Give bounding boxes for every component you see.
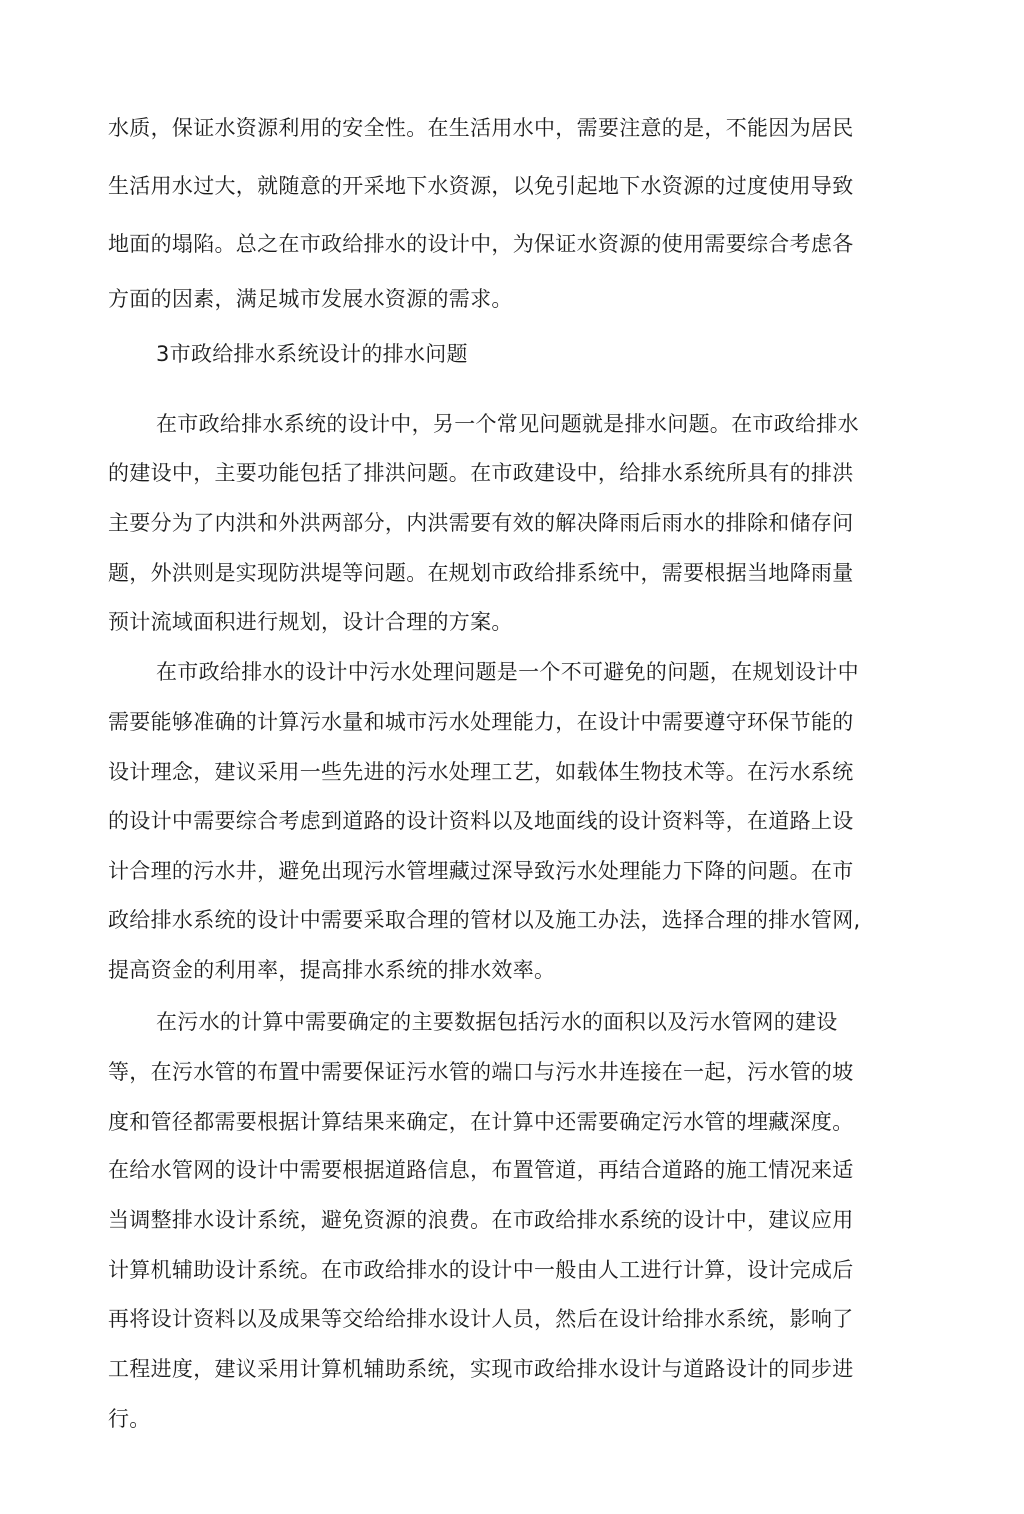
paragraph-1-line-3: 地面的塌陷。总之在市政给排水的设计中，为保证水资源的使用需要综合考虑各 (108, 232, 854, 256)
paragraph-2-line-4: 题，外洪则是实现防洪堤等问题。在规划市政给排系统中，需要根据当地降雨量 (108, 561, 854, 585)
paragraph-2-line-2: 的建设中，主要功能包括了排洪问题。在市政建设中，给排水系统所具有的排洪 (108, 461, 854, 485)
paragraph-4-line-5: 当调整排水设计系统，避免资源的浪费。在市政给排水系统的设计中，建议应用 (108, 1208, 854, 1232)
section-heading: 3市政给排水系统设计的排水问题 (156, 342, 468, 366)
paragraph-3-line-7: 提高资金的利用率，提高排水系统的排水效率。 (108, 958, 556, 982)
paragraph-4-line-1: 在污水的计算中需要确定的主要数据包括污水的面积以及污水管网的建设 (156, 1010, 838, 1034)
paragraph-3-line-3: 设计理念，建议采用一些先进的污水处理工艺，如载体生物技术等。在污水系统 (108, 760, 854, 784)
paragraph-4-line-2: 等，在污水管的布置中需要保证污水管的端口与污水井连接在一起，污水管的坡 (108, 1060, 854, 1084)
paragraph-3-line-4: 的设计中需要综合考虑到道路的设计资料以及地面线的设计资料等，在道路上设 (108, 809, 854, 833)
paragraph-2-line-1: 在市政给排水系统的设计中，另一个常见问题就是排水问题。在市政给排水 (156, 412, 859, 436)
paragraph-3-line-5: 计合理的污水井，避免出现污水管埋藏过深导致污水处理能力下降的问题。在市 (108, 859, 854, 883)
paragraph-3-line-1: 在市政给排水的设计中污水处理问题是一个不可避免的问题，在规划设计中 (156, 660, 859, 684)
paragraph-4-line-9: 行。 (108, 1407, 151, 1431)
paragraph-2-line-3: 主要分为了内洪和外洪两部分，内洪需要有效的解决降雨后雨水的排除和储存问 (108, 511, 854, 535)
paragraph-1-line-2: 生活用水过大，就随意的开采地下水资源，以免引起地下水资源的过度使用导致 (108, 174, 854, 198)
paragraph-4-line-6: 计算机辅助设计系统。在市政给排水的设计中一般由人工进行计算，设计完成后 (108, 1258, 854, 1282)
paragraph-3-line-2: 需要能够准确的计算污水量和城市污水处理能力，在设计中需要遵守环保节能的 (108, 710, 854, 734)
paragraph-4-line-8: 工程进度，建议采用计算机辅助系统，实现市政给排水设计与道路设计的同步进 (108, 1357, 854, 1381)
paragraph-2-line-5: 预计流域面积进行规划，设计合理的方案。 (108, 610, 513, 634)
paragraph-1-line-4: 方面的因素，满足城市发展水资源的需求。 (108, 287, 513, 311)
paragraph-4-line-7: 再将设计资料以及成果等交给给排水设计人员，然后在设计给排水系统，影响了 (108, 1307, 854, 1331)
paragraph-4-line-3: 度和管径都需要根据计算结果来确定，在计算中还需要确定污水管的埋藏深度。 (108, 1110, 854, 1134)
paragraph-4-line-4: 在给水管网的设计中需要根据道路信息，布置管道，再结合道路的施工情况来适 (108, 1158, 854, 1182)
paragraph-3-line-6: 政给排水系统的设计中需要采取合理的管材以及施工办法，选择合理的排水管网, (108, 908, 861, 932)
paragraph-1-line-1: 水质，保证水资源利用的安全性。在生活用水中，需要注意的是，不能因为居民 (108, 116, 854, 140)
